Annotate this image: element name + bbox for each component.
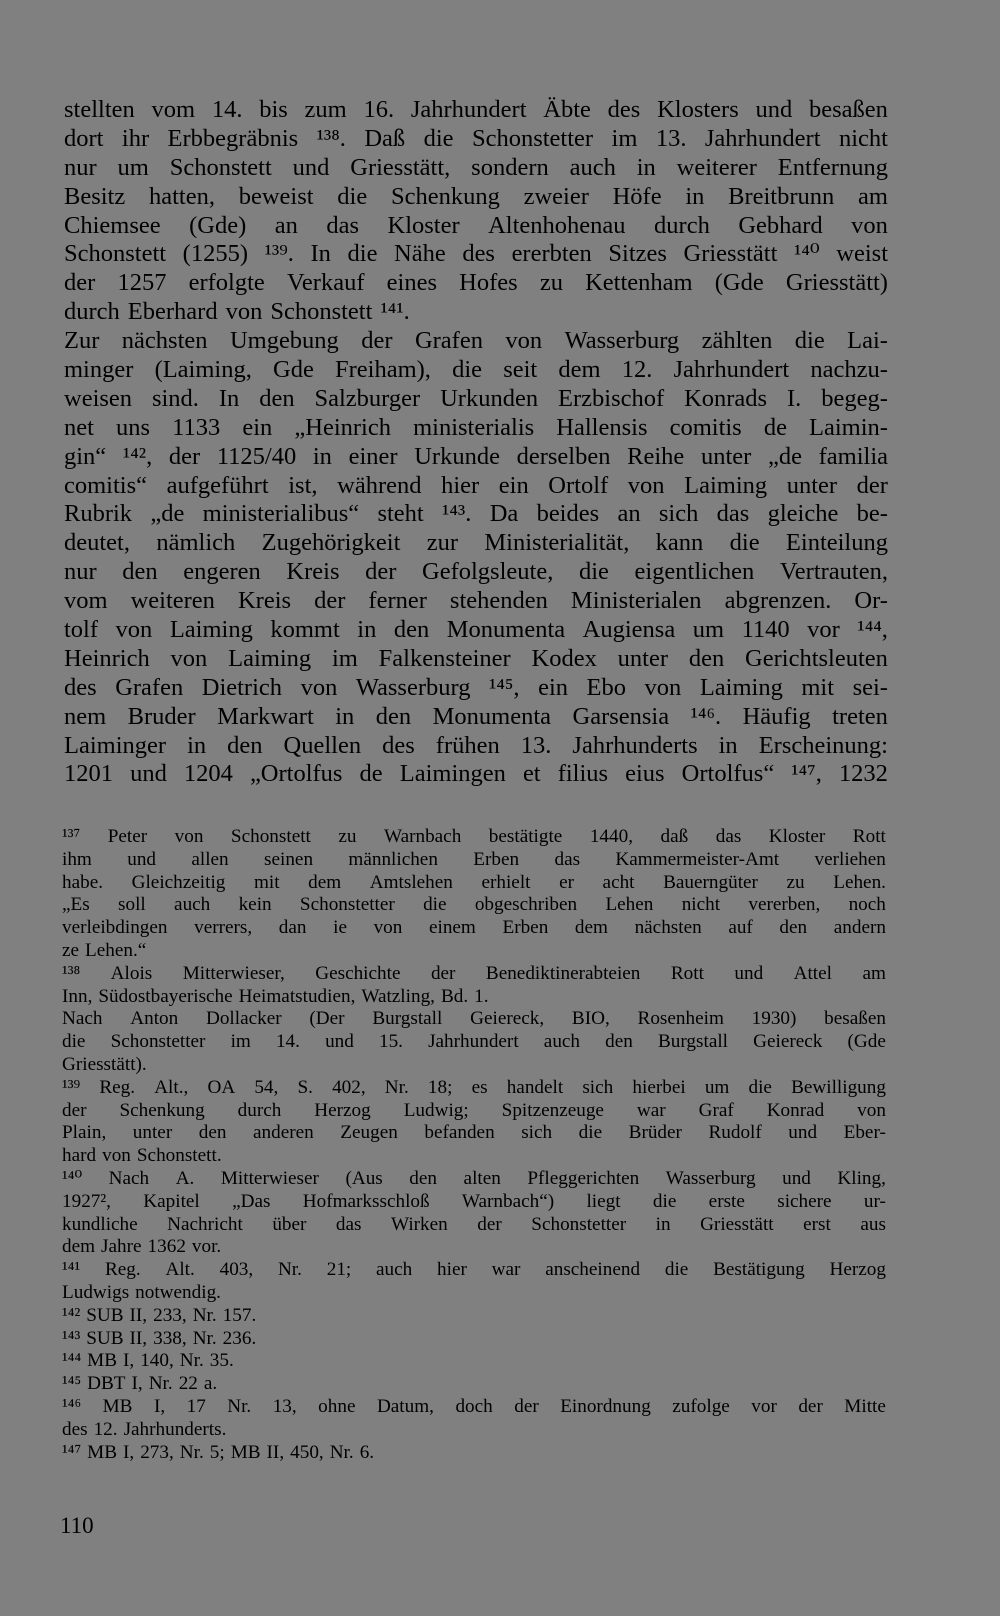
footnote-line: Inn, Südostbayerische Heimatstudien, Watzling, Bd. 1. (62, 985, 489, 1007)
text-line: der 1257 erfolgte Verkauf eines Hofes zu Kettenham (Gde Griesstätt) (64, 269, 888, 297)
footnote-line: Nach Anton Dollacker (Der Burgstall Geiereck, BIO, Rosenheim 1930) besaßen (62, 1008, 886, 1030)
text-line: Heinrich von Laiming im Falkensteiner Kodex unter den Gerichtsleuten (64, 644, 888, 672)
text-line: dort ihr Erbbegräbnis ¹³⁸. Daß die Schonstetter im 13. Jahrhundert nicht (64, 124, 888, 152)
text-line: deutet, nämlich Zugehörigkeit zur Ministerialität, kann die Einteilung (64, 529, 888, 557)
text-line: durch Eberhard von Schonstett ¹⁴¹. (64, 298, 410, 326)
text-line: tolf von Laiming kommt in den Monumenta Augiensa um 1140 vor ¹⁴⁴, (64, 616, 888, 644)
text-line: Rubrik „de ministerialibus“ steht ¹⁴³. Da beides an sich das gleiche be- (64, 500, 888, 528)
footnote-line: des 12. Jahrhunderts. (62, 1418, 227, 1440)
footnote-line: ze Lehen.“ (62, 939, 147, 961)
footnotes-block (62, 826, 886, 1464)
footnote-line: ¹⁴⁷ MB I, 273, Nr. 5; MB II, 450, Nr. 6. (62, 1441, 375, 1463)
footnote-line: ¹⁴⁶ MB I, 17 Nr. 13, ohne Datum, doch der Einordnung zufolge vor der Mitte (62, 1395, 886, 1417)
footnote-line: ¹⁴⁰ Nach A. Mitterwieser (Aus den alten Pfleggerichten Wasserburg und Kling, (62, 1167, 886, 1189)
footnote-line: ¹³⁷ Peter von Schonstett zu Warnbach bestätigte 1440, daß das Kloster Rott (62, 826, 886, 847)
footnote-line: ¹⁴⁴ MB I, 140, Nr. 35. (62, 1350, 234, 1372)
footnote-line: ihm und allen seinen männlichen Erben das Kammermeister-Amt verliehen (62, 848, 886, 870)
text-line: weisen sind. In den Salzburger Urkunden Erzbischof Konrads I. begeg- (64, 384, 888, 412)
footnote-line: verleibdingen verrers, dan ie von einem Erben dem nächsten auf den andern (62, 917, 886, 939)
footnote-line: der Schenkung durch Herzog Ludwig; Spitzenzeuge war Graf Konrad von (62, 1099, 886, 1121)
footnote-line: Plain, unter den anderen Zeugen befanden sich die Brüder Rudolf und Eber- (62, 1122, 886, 1144)
footnote-line: 1927², Kapitel „Das Hofmarksschloß Warnbach“) liegt die erste sichere ur- (62, 1190, 886, 1212)
text-line: nem Bruder Markwart in den Monumenta Garsensia ¹⁴⁶. Häufig treten (64, 702, 888, 730)
text-line: Laiminger in den Quellen des frühen 13. Jahrhunderts in Erscheinung: (64, 731, 888, 759)
footnote-line: ¹⁴⁵ DBT I, Nr. 22 a. (62, 1373, 218, 1395)
text-line: gin“ ¹⁴², der 1125/40 in einer Urkunde derselben Reihe unter „de familia (64, 442, 888, 470)
footnote-line: ¹⁴³ SUB II, 338, Nr. 236. (62, 1327, 257, 1349)
text-line: Chiemsee (Gde) an das Kloster Altenhohenau durch Gebhard von (64, 211, 888, 239)
text-line: des Grafen Dietrich von Wasserburg ¹⁴⁵, ein Ebo von Laiming mit sei- (64, 673, 888, 701)
text-line: nur den engeren Kreis der Gefolgsleute, die eigentlichen Vertrauten, (64, 558, 888, 586)
footnote-line: dem Jahre 1362 vor. (62, 1236, 222, 1258)
text-line: 1201 und 1204 „Ortolfus de Laimingen et filius eius Ortolfus“ ¹⁴⁷, 1232 (64, 760, 888, 788)
footnote-line: ¹³⁹ Reg. Alt., OA 54, S. 402, Nr. 18; es handelt sich hierbei um die Bewilligung (62, 1076, 886, 1098)
footnote-line: ¹⁴² SUB II, 233, Nr. 157. (62, 1304, 257, 1326)
footnote-line: ¹³⁸ Alois Mitterwieser, Geschichte der Benediktinerabteien Rott und Attel am (62, 962, 886, 984)
footnote-line: kundliche Nachricht über das Wirken der Schonstetter in Griesstätt erst aus (62, 1213, 886, 1235)
text-line: minger (Laiming, Gde Freiham), die seit dem 12. Jahrhundert nachzu- (64, 356, 888, 384)
text-line: Schonstett (1255) ¹³⁹. In die Nähe des ererbten Sitzes Griesstätt ¹⁴⁰ weist (64, 240, 888, 268)
footnote-line: „Es soll auch kein Schonstetter die obgeschriben Lehen nicht vererben, noch (62, 894, 886, 916)
footnote-line: habe. Gleichzeitig mit dem Amtslehen erhielt er acht Bauerngüter zu Lehen. (62, 871, 886, 893)
text-line: vom weiteren Kreis der ferner stehenden Ministerialen abgrenzen. Or- (64, 587, 888, 615)
text-line: Zur nächsten Umgebung der Grafen von Wasserburg zählten die Lai- (64, 327, 888, 355)
main-text-block (64, 96, 888, 789)
text-line: Besitz hatten, beweist die Schenkung zweier Höfe in Breitbrunn am (64, 182, 888, 210)
footnote-line: hard von Schonstett. (62, 1145, 222, 1167)
text-line: nur um Schonstett und Griesstätt, sondern auch in weiterer Entfernung (64, 153, 888, 181)
page-number: 110 (60, 1513, 94, 1538)
footnote-line: ¹⁴¹ Reg. Alt. 403, Nr. 21; auch hier war anscheinend die Bestätigung Herzog (62, 1259, 886, 1281)
text-line: comitis“ aufgeführt ist, während hier ein Ortolf von Laiming unter der (64, 471, 888, 499)
footnote-line: Ludwigs notwendig. (62, 1281, 221, 1303)
text-line: stellten vom 14. bis zum 16. Jahrhundert Äbte des Klosters und besaßen (64, 96, 888, 123)
footnote-line: Griesstätt). (62, 1053, 147, 1075)
text-line: net uns 1133 ein „Heinrich ministerialis Hallensis comitis de Laimin- (64, 413, 888, 441)
footnote-line: die Schonstetter im 14. und 15. Jahrhundert auch den Burgstall Geiereck (Gde (62, 1031, 886, 1053)
